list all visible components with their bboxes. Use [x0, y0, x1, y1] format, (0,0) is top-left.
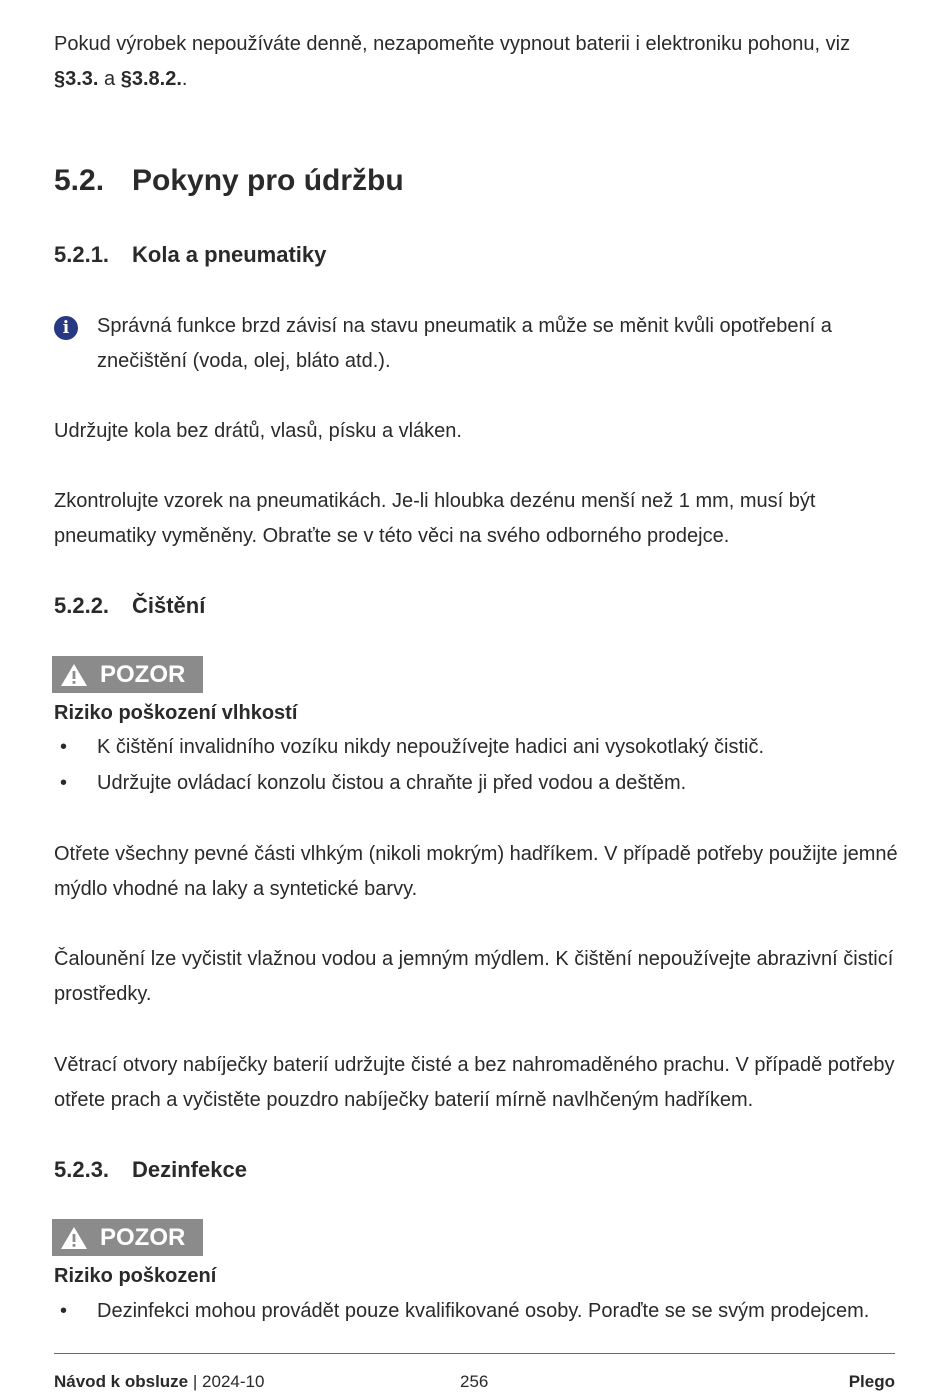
wheels-paragraph-2 [54, 484, 904, 554]
section-heading [54, 164, 404, 198]
footer-doc-info [54, 1372, 264, 1392]
footer-doc-title: Návod k obsluze [54, 1372, 189, 1391]
warning-badge [52, 656, 203, 693]
section-title: Pokyny pro údržbu [132, 164, 404, 197]
section-number: 5.2. [54, 164, 105, 197]
intro-ref2[interactable]: §3.8.2. [120, 68, 182, 90]
list-item-text: K čištění invalidního vozíku nikdy nepoužívejte hadici ani vysokotlaký čistič. [97, 736, 765, 758]
footer-divider [54, 1353, 895, 1354]
info-line2: znečištění (voda, olej, bláto atd.). [97, 350, 391, 372]
page-number: 256 [460, 1372, 489, 1391]
list-item: • Dezinfekci mohou provádět pouze kvalifikované osoby. Poraďte se se svým prodejcem. [60, 1300, 870, 1322]
subsection-heading-cleaning [54, 593, 205, 619]
list-item-text: Dezinfekci mohou provádět pouze kvalifikované osoby. Poraďte se se svým prodejcem. [97, 1300, 870, 1322]
wheels-p2-line2: pneumatiky vyměněny. Obraťte se v této věci na svého odborného prodejce. [54, 525, 730, 547]
cleaning-paragraph-3 [54, 1048, 904, 1118]
info-line1: Správná funkce brzd závisí na stavu pneumatik a může se měnit kvůli opotřebení a [97, 315, 832, 337]
subsection-number: 5.2.3. [54, 1157, 110, 1182]
cleaning-p1-line1: Otřete všechny pevné části vlhkým (nikoli mokrým) hadříkem. V případě potřeby použijte jemné [54, 843, 898, 865]
subsection-title: Kola a pneumatiky [132, 242, 327, 267]
intro-line1: Pokud výrobek nepoužíváte denně, nezapomeňte vypnout baterii i elektroniku pohonu, viz [54, 33, 851, 55]
info-note [97, 309, 857, 379]
subsection-number: 5.2.1. [54, 242, 110, 267]
cleaning-paragraph-1 [54, 837, 904, 907]
cleaning-paragraph-2 [54, 942, 904, 1012]
footer-separator: | [192, 1372, 198, 1391]
cleaning-p3-line1: Větrací otvory nabíječky baterií udržujte čisté a bez nahromaděného prachu. V případě potřeby [54, 1054, 895, 1076]
risk-title: Riziko poškození vlhkostí [54, 702, 298, 724]
subsection-title: Dezinfekce [132, 1157, 247, 1182]
warning-label: POZOR [100, 1223, 186, 1251]
cleaning-p2-line1: Čalounění lze vyčistit vlažnou vodou a jemným mýdlem. K čištění nepoužívejte abrazivní čisticí [54, 948, 894, 970]
risk-title: Riziko poškození [54, 1265, 217, 1287]
cleaning-p3-line2: otřete prach a vyčistěte pouzdro nabíječky baterií mírně navlhčeným hadříkem. [54, 1089, 754, 1111]
warning-label: POZOR [100, 660, 186, 688]
info-icon: i [54, 316, 78, 340]
intro-ref1[interactable]: §3.3. [54, 68, 99, 90]
list-item-text: Udržujte ovládací konzolu čistou a chraňte ji před vodou a deštěm. [97, 772, 687, 794]
cleaning-p2-line2: prostředky. [54, 983, 152, 1005]
subsection-title: Čištění [132, 593, 206, 618]
intro-paragraph [54, 27, 904, 97]
wheels-p2-line1: Zkontrolujte vzorek na pneumatikách. Je-li hloubka dezénu menší než 1 mm, musí být [54, 490, 816, 512]
list-item: • K čištění invalidního vozíku nikdy nepoužívejte hadici ani vysokotlaký čistič. [60, 736, 765, 758]
warning-triangle-icon [60, 1226, 88, 1250]
wheels-paragraph-1: Udržujte kola bez drátů, vlasů, písku a vláken. [54, 420, 462, 442]
footer-product: Plego [848, 1372, 895, 1391]
intro-end: . [181, 68, 188, 90]
subsection-number: 5.2.2. [54, 593, 110, 618]
warning-triangle-icon [60, 663, 88, 687]
intro-conj: a [104, 68, 116, 90]
footer-date: 2024-10 [202, 1372, 265, 1391]
subsection-heading-wheels [54, 242, 326, 268]
intro-line2 [54, 62, 904, 97]
list-item: • Udržujte ovládací konzolu čistou a chraňte ji před vodou a deštěm. [60, 772, 687, 794]
warning-badge [52, 1219, 203, 1256]
subsection-heading-disinfection [54, 1157, 247, 1183]
cleaning-p1-line2: mýdlo vhodné na laky a syntetické barvy. [54, 878, 418, 900]
